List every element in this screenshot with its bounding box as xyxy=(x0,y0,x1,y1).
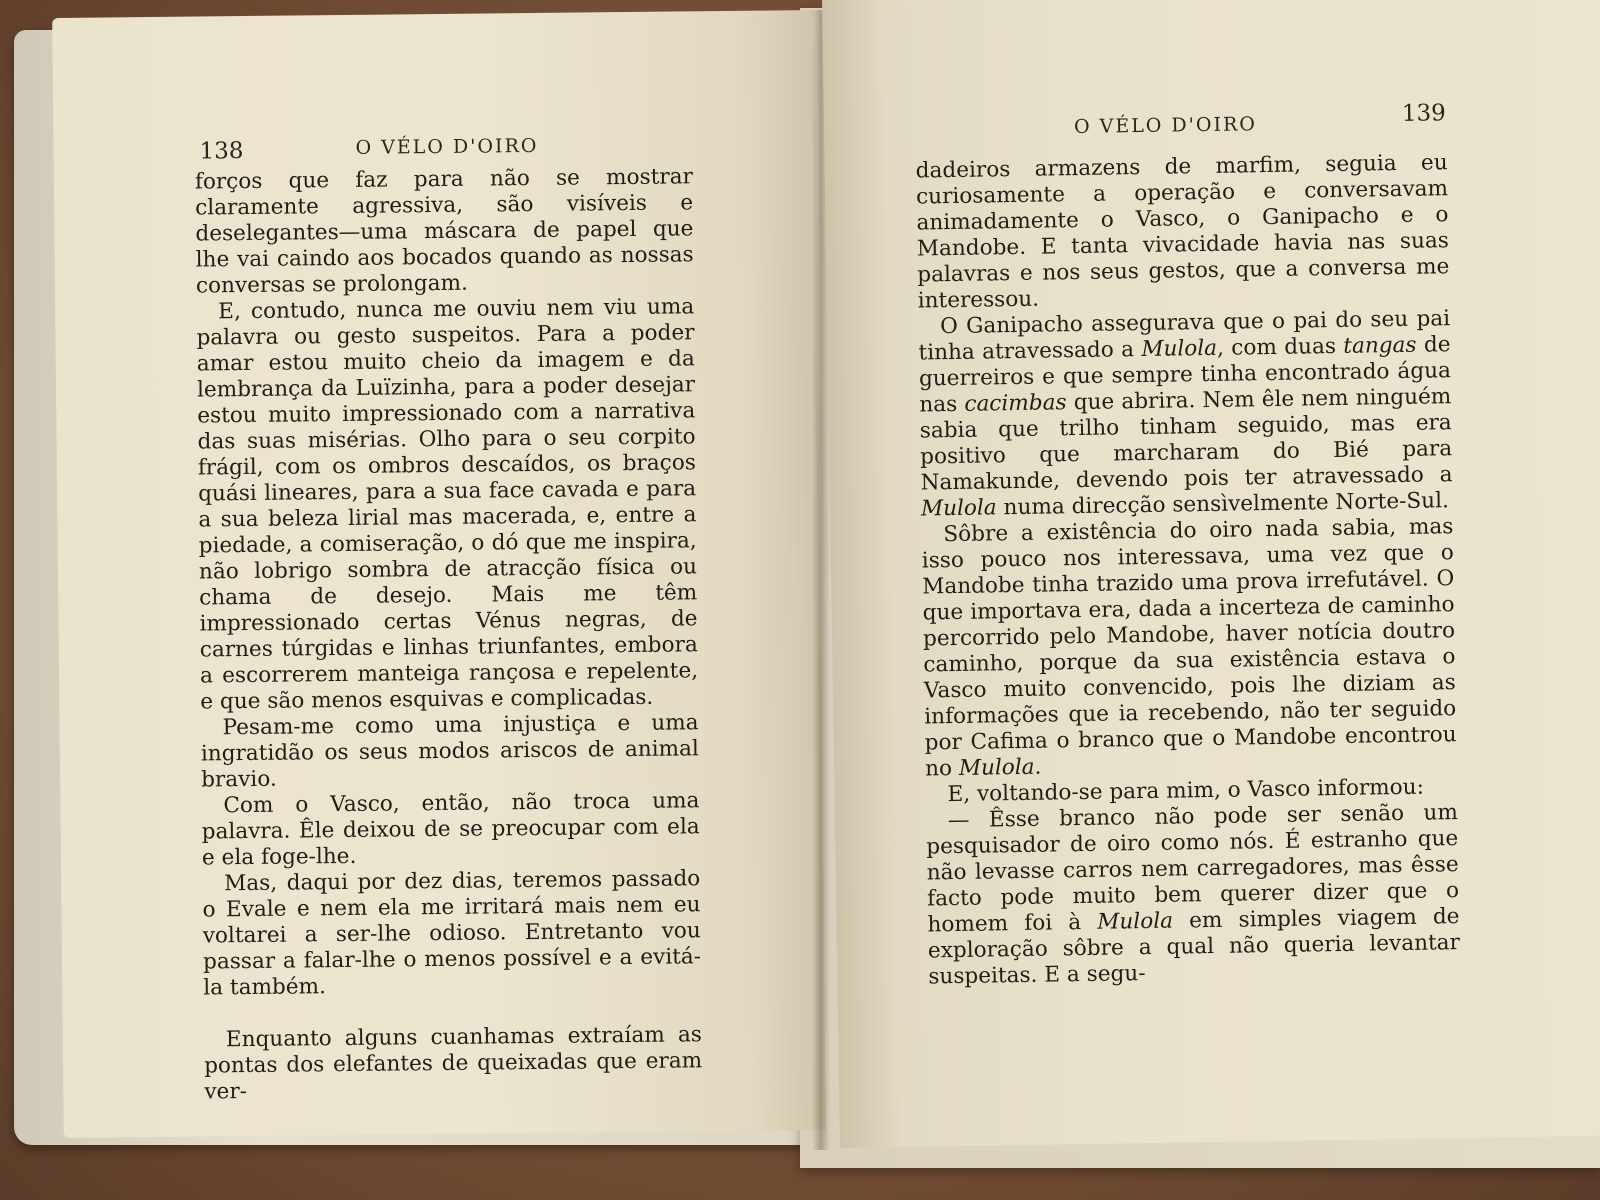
italic-term: Mulola xyxy=(1141,335,1218,363)
left-running-head: O VÉLO D'OIRO xyxy=(355,134,539,159)
left-paragraph-3: Pesam-me como uma injustiça e uma ingratidão os seus modos ariscos de animal bravio. xyxy=(200,710,699,793)
italic-term: tangas xyxy=(1343,332,1417,359)
text-run: , com duas xyxy=(1216,333,1344,361)
left-paragraph-1: forços que faz para não se mostrar claramente agressiva, são visíveis e deselegantes—uma máscara de papel que lhe vai caindo aos bocados quando as nossas conversas se prolongam. xyxy=(194,164,694,299)
right-paragraph-1: dadeiros armazens de marfim, seguia eu curiosamente a operação e conversavam animadamente o Vasco, o Ganipacho e o Mandobe. E tanta vivacidade havia nas suas palavras e nos seus gestos, que a conversa me interessou. xyxy=(915,150,1450,314)
text-run: — Êsse branco não pode ser senão um pesquisador de oiro como nós. É estranho que não levasse carros nem carregadores, mas êsse facto pode muito bem querer dizer que o homem foi à xyxy=(926,800,1460,938)
text-run: em simples viagem de exploração sôbre a qual não queria levantar suspeitas. E a segu- xyxy=(927,904,1461,990)
left-page-text xyxy=(195,164,703,1105)
italic-term: Mulola xyxy=(1097,908,1174,935)
right-running-head: O VÉLO D'OIRO xyxy=(1073,113,1258,139)
italic-term: Mulola xyxy=(958,754,1035,781)
right-paragraph-5 xyxy=(926,800,1461,990)
text-run: que abrira. Nem êle nem ninguém sabia que trilho tinham seguido, mas era positivo que marcharam do Bié para Namakunde, devendo pois ter atravessado a xyxy=(919,384,1453,496)
text-run: O Ganipacho assegurava que o pai do seu pai tinha atravessado a xyxy=(918,306,1451,366)
right-paragraph-4: E, voltando-se para mim, o Vasco informou: xyxy=(947,774,1425,808)
right-page xyxy=(822,0,1600,1148)
right-page-text xyxy=(916,150,1461,990)
italic-term: cacimbas xyxy=(964,390,1067,417)
text-run: numa direcção sensìvelmente Norte-Sul. xyxy=(996,488,1450,521)
left-page xyxy=(52,10,826,1138)
left-page-number: 138 xyxy=(199,138,244,165)
text-run: de guerreiros e que sempre tinha encontrado água nas xyxy=(918,332,1452,418)
right-paragraph-2 xyxy=(918,306,1453,522)
left-paragraph-6: Enquanto alguns cuanhamas extraíam as pontas dos elefantes de queixadas que eram ver- xyxy=(204,1022,703,1105)
right-paragraph-3 xyxy=(921,514,1457,782)
right-page-number: 139 xyxy=(1401,100,1446,127)
text-run: . xyxy=(1034,754,1042,780)
left-paragraph-2: E, contudo, nunca me ouviu nem viu uma palavra ou gesto suspeitos. Para a poder amar estou muito cheio da imagem e da lembrança da Luïzinha, para a poder desejar estou muito impressionado com a narrativa das suas misérias. Olho para o seu corpito frágil, com os ombros descaídos, os braços quási lineares, para a sua face cavada e para a sua beleza lirial mas macerada, e, entre a piedade, a comiseração, o dó que me inspira, não lobrigo sombra de atracção física ou chama de desejo. Mais me têm impressionado certas Vénus negras, de carnes túrgidas e linhas triunfantes, embora a escorrerem manteiga rançosa e repelente, e que são menos esquivas e complicadas. xyxy=(196,294,699,715)
left-paragraph-5: Mas, daqui por dez dias, teremos passado o Evale e nem ela me irritará mais nem eu voltarei a ser-lhe odioso. Entretanto vou passar a falar-lhe o menos possível e a evitá-la também. xyxy=(202,866,702,1001)
italic-term: Mulola xyxy=(920,495,997,522)
left-paragraph-4: Com o Vasco, então, não troca uma palavra. Êle deixou de se preocupar com ela e ela foge-lhe. xyxy=(201,788,700,871)
text-run: Sôbre a existência do oiro nada sabia, mas isso pouco nos interessava, uma vez que o Mandobe tinha trazido uma prova irrefutável. O que importava era, dada a incerteza de caminho percorrido pelo Mandobe, haver notícia doutro caminho, porque da sua existência estava o Vasco muito convencido, pois lhe diziam as informações que ia recebendo, não ter seguido por Cafima o branco que o Mandobe encontrou no xyxy=(921,514,1457,782)
